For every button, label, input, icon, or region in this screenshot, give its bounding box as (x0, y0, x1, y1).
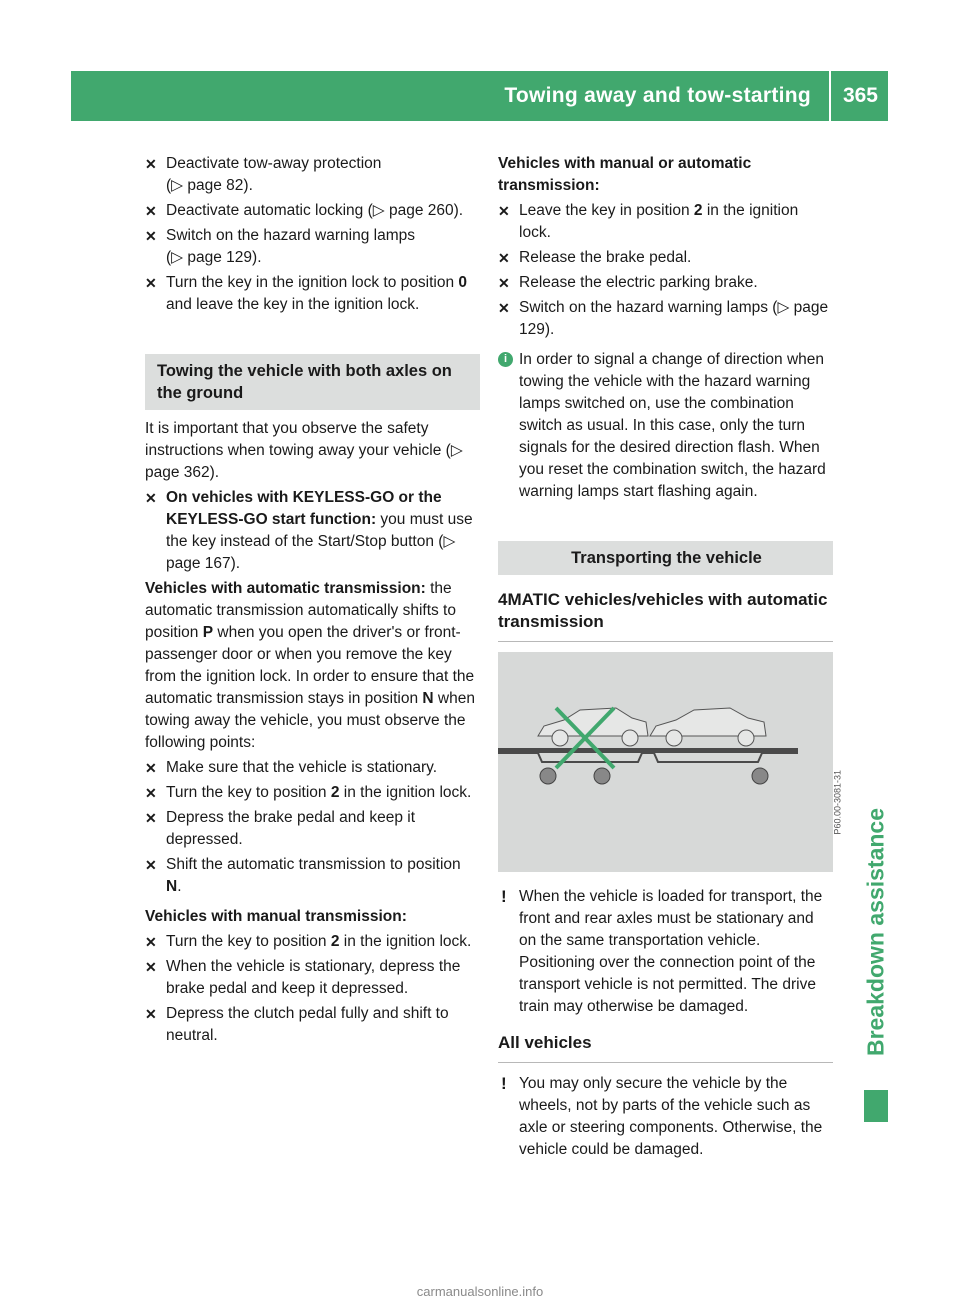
step-text: Make sure that the vehicle is stationary. (166, 759, 438, 776)
subsection-title-all-vehicles: All vehicles (498, 1032, 833, 1063)
step-text: Turn the key in the ignition lock to position (166, 274, 455, 291)
list-item (145, 956, 480, 1000)
step-text: When the vehicle is stationary, depress the brake pedal and keep it depressed. (166, 958, 461, 997)
paragraph-text: when you open the driver's or front-passenger door or when you remove the key from the ignition lock. In order to ensure that the automatic transmission stays in position (145, 624, 475, 707)
step-text: Release the brake pedal. (519, 249, 692, 266)
bullet-x-icon: ✕ (145, 490, 157, 506)
watermark: carmanualsonline.info (416, 1284, 544, 1299)
bullet-x-icon: ✕ (145, 275, 157, 291)
bullet-x-icon: ✕ (145, 203, 157, 219)
left-column (145, 153, 480, 1050)
step-text: in the ignition lock. (519, 202, 799, 241)
list-item (145, 153, 480, 197)
subsection-title-4matic: 4MATIC vehicles/vehicles with automatic transmission (498, 589, 833, 642)
step-text: Switch on the hazard warning lamps (▷ page 129). (519, 299, 829, 338)
intro-text: It is important that you observe the safety instructions when towing away your vehicle (▷ page 362). (145, 420, 463, 481)
list-item (498, 272, 833, 294)
keyless-text: you must use the key instead of the Start/Stop button (▷ page 167). (166, 511, 473, 572)
header-divider (829, 71, 831, 121)
section-title-transport: Transporting the vehicle (498, 541, 833, 575)
bullet-x-icon: ✕ (498, 275, 510, 291)
position-value: 2 (693, 202, 703, 219)
warning-text: You may only secure the vehicle by the wheels, not by parts of the vehicle such as axle or steering components. Otherwise, the vehicle could be damaged. (519, 1075, 823, 1158)
bullet-x-icon: ✕ (498, 203, 510, 219)
position-value: 2 (330, 933, 340, 950)
position-value: 2 (330, 784, 340, 801)
list-item (145, 225, 480, 269)
list-item (145, 782, 480, 804)
transport-illustration (498, 652, 843, 872)
step-text: Shift the automatic transmission to position (166, 856, 461, 873)
step-text: Release the electric parking brake. (519, 274, 758, 291)
step-text: in the ignition lock. (339, 933, 472, 950)
bullet-x-icon: ✕ (145, 857, 157, 873)
paragraph-text: when towing away the vehicle, you must observe the following points: (145, 690, 475, 751)
list-item (498, 200, 833, 244)
bullet-x-icon: ✕ (145, 959, 157, 975)
list-item (145, 272, 480, 316)
right-column (498, 153, 843, 1164)
warning-icon: ! (501, 887, 507, 906)
page-header (71, 71, 888, 121)
position-value: N (166, 878, 178, 895)
step-text: Depress the brake pedal and keep it depressed. (166, 809, 416, 848)
bullet-x-icon: ✕ (145, 785, 157, 801)
paragraph-text: the automatic transmission automatically shifts to position (145, 580, 456, 641)
position-value: 0 (458, 274, 467, 291)
step-text: Switch on the hazard warning lamps (▷ page 129). (166, 227, 415, 266)
bullet-x-icon: ✕ (145, 760, 157, 776)
step-text: . (177, 878, 182, 895)
step-text: Deactivate tow-away protection (▷ page 82). (166, 155, 382, 194)
keyless-heading: On vehicles with KEYLESS-GO or the KEYLESS-GO start function: (166, 489, 442, 528)
step-text: Turn the key to position (166, 933, 331, 950)
list-item (498, 297, 833, 341)
side-tab-marker (864, 1090, 888, 1122)
step-text: Leave the key in position (519, 202, 694, 219)
warning-note (498, 886, 833, 1018)
auto-transmission-paragraph (145, 578, 480, 754)
bullet-x-icon: ✕ (498, 300, 510, 316)
car-transporter-illustration (498, 652, 833, 872)
chapter-title: Towing away and tow-starting (504, 84, 811, 107)
auto-heading: Vehicles with automatic transmission: (145, 580, 426, 597)
step-text: in the ignition lock. (339, 784, 472, 801)
info-text: In order to signal a change of direction when towing the vehicle with the hazard warning lamps switched on, use the combination switch as usual. In this case, only the turn signals for the desired direction flash. When you reset the combination switch, the hazard warning lamps start flashing again. (519, 351, 826, 500)
position-value: P (202, 624, 214, 641)
list-item (145, 487, 480, 575)
list-item (498, 247, 833, 269)
side-chapter-label: Breakdown assistance (862, 807, 889, 1057)
page-number: 365 (842, 84, 878, 107)
step-text: Depress the clutch pedal fully and shift to neutral. (166, 1005, 449, 1044)
bullet-x-icon: ✕ (145, 156, 157, 172)
figure-code: P60.00-3081-31 (833, 770, 843, 835)
bullet-x-icon: ✕ (498, 250, 510, 266)
info-icon: i (498, 352, 513, 367)
manual-auto-heading: Vehicles with manual or automatic transmission: (498, 155, 752, 194)
step-text: Turn the key to position (166, 784, 331, 801)
list-item (145, 200, 480, 222)
warning-icon: ! (501, 1074, 507, 1093)
list-item (145, 1003, 480, 1047)
list-item (145, 757, 480, 779)
manual-heading: Vehicles with manual transmission: (145, 908, 407, 925)
list-item (145, 807, 480, 851)
step-text: and leave the key in the ignition lock. (166, 296, 420, 313)
warning-note (498, 1073, 833, 1161)
list-item (145, 854, 480, 898)
step-text: Deactivate automatic locking (▷ page 260). (166, 202, 464, 219)
position-value: N (422, 690, 434, 707)
bullet-x-icon: ✕ (145, 228, 157, 244)
warning-text: When the vehicle is loaded for transport, the front and rear axles must be stationary and on the same transportation vehicle. Positioning over the connection point of the transport vehicle is not permitted. The drive train may otherwise be damaged. (519, 888, 823, 1015)
info-note (498, 349, 833, 503)
bullet-x-icon: ✕ (145, 810, 157, 826)
section-title-towing: Towing the vehicle with both axles on the ground (145, 354, 480, 410)
bullet-x-icon: ✕ (145, 934, 157, 950)
bullet-x-icon: ✕ (145, 1006, 157, 1022)
list-item (145, 931, 480, 953)
